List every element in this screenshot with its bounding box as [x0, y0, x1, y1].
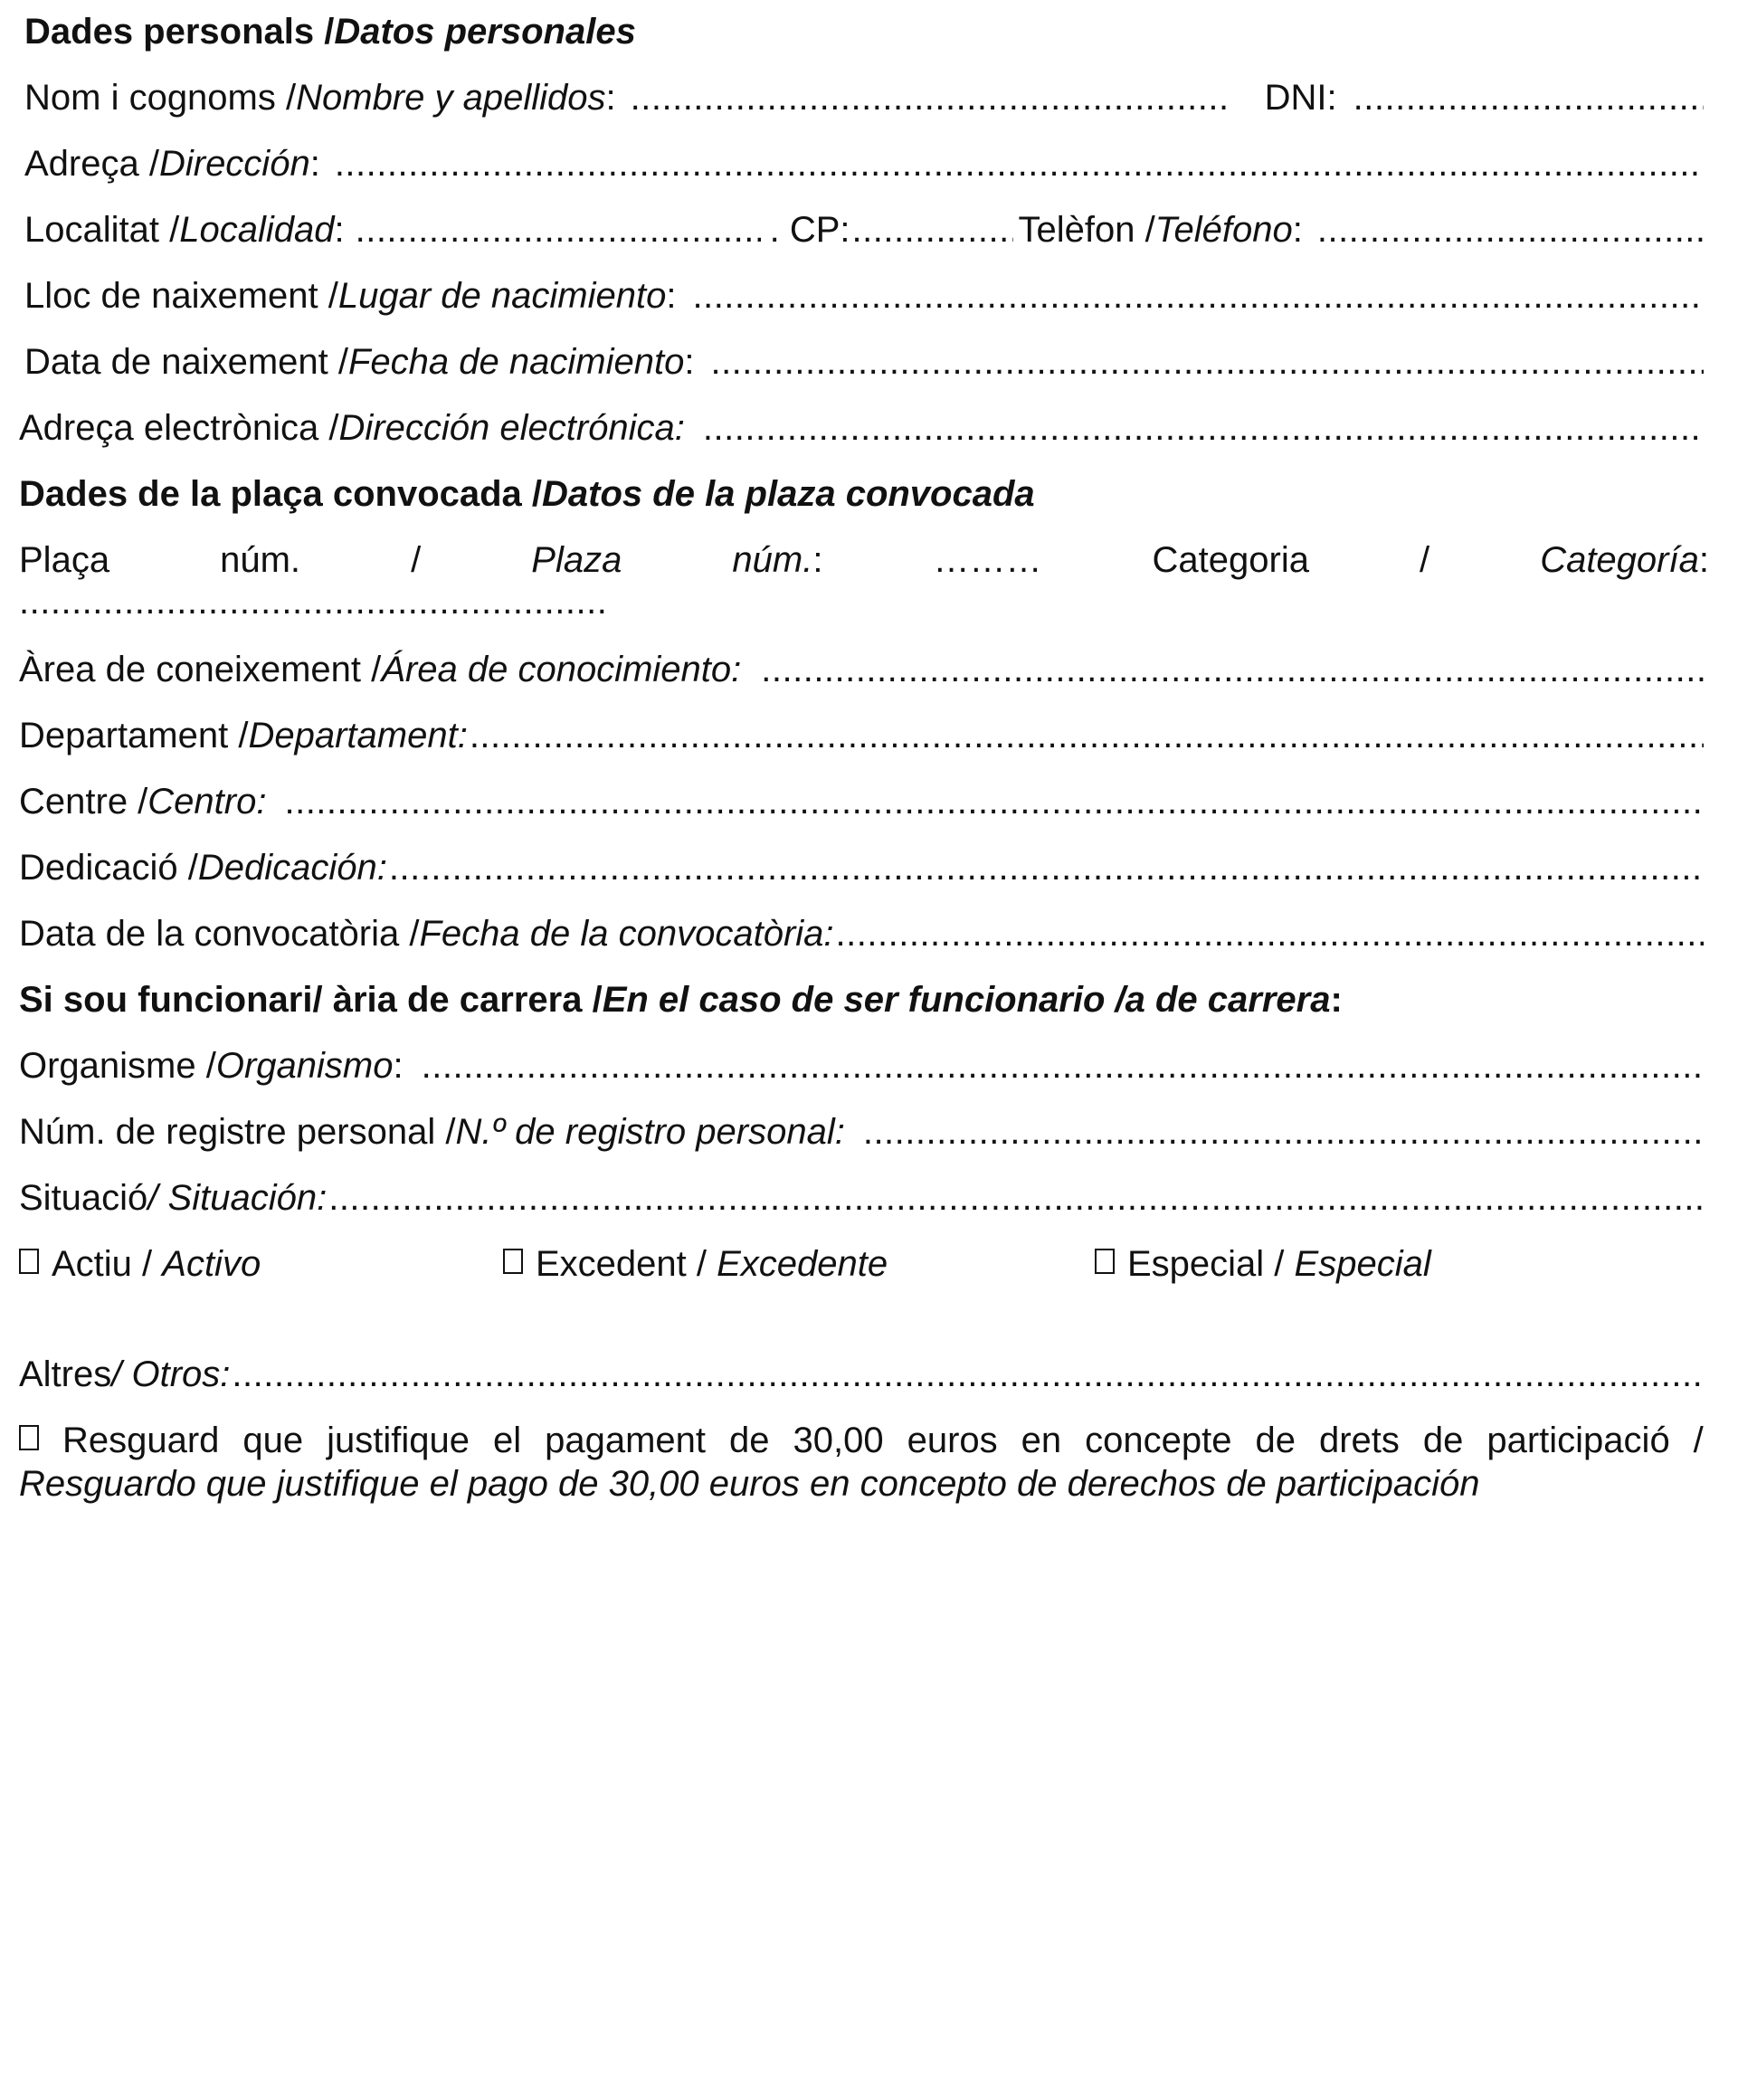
label-registry-ca: Núm. de registre personal /	[19, 1112, 456, 1152]
label-num-es: núm.	[732, 540, 813, 580]
field-call-date-row	[19, 912, 1704, 955]
receipt-line-ca	[19, 1419, 1704, 1462]
label-num-ca: núm.	[220, 540, 301, 580]
colon: :	[309, 144, 320, 184]
receipt-word: /	[1693, 1421, 1704, 1460]
label-category-es: Categoría	[1540, 540, 1699, 580]
dedication-input-line[interactable]	[389, 846, 1704, 889]
field-address-row	[24, 142, 1704, 185]
field-name-row	[24, 76, 1704, 119]
option-surplus[interactable]	[503, 1242, 888, 1286]
checkbox-active[interactable]	[19, 1249, 39, 1274]
others-input-line[interactable]	[232, 1353, 1704, 1396]
label-registry-es: N.º de registro personal:	[455, 1112, 845, 1152]
label-place-ca: Plaça	[19, 540, 110, 580]
field-dedication-row	[19, 846, 1704, 889]
centre-input-line[interactable]	[284, 780, 1704, 823]
heading-es: Datos de la plaza convocada	[542, 474, 1035, 514]
colon: :	[1292, 210, 1303, 250]
category-input-row	[19, 580, 607, 623]
heading-ca: Dades de la plaça convocada /	[19, 474, 543, 514]
label-area-es: Área de conocimiento:	[381, 650, 742, 689]
receipt-word: pagament	[545, 1421, 707, 1460]
field-others-row	[19, 1353, 1704, 1396]
label-special-ca: Especial /	[1127, 1244, 1295, 1284]
receipt-word: de	[729, 1421, 770, 1460]
receipt-word: euros	[907, 1421, 998, 1460]
label-special-es: Especial	[1294, 1244, 1431, 1284]
receipt-line-es: Resguardo que justifique el pago de 30,00 euros en concepto de derechos de participación	[19, 1464, 1480, 1504]
label-place-es: Plaza	[531, 540, 622, 580]
label-others-es: / Otros:	[111, 1354, 231, 1394]
address-input-line[interactable]	[335, 142, 1704, 185]
label-call-date-ca: Data de la convocatòria /	[19, 914, 420, 954]
field-locality-row	[24, 208, 1704, 252]
receipt-word: de	[1422, 1421, 1464, 1460]
email-input-line[interactable]	[703, 406, 1704, 450]
field-birthdate-row	[24, 340, 1704, 384]
label-phone-ca: Telèfon /	[1018, 210, 1155, 250]
label-department-es: Departament:	[248, 716, 468, 755]
heading-es: En el caso de ser funcionario /a de carrera	[602, 980, 1331, 1020]
checkbox-receipt[interactable]	[19, 1425, 39, 1450]
colon: :	[1698, 540, 1709, 580]
field-email-row	[19, 406, 1704, 450]
colon: :	[605, 78, 616, 118]
receipt-word: que	[242, 1421, 304, 1460]
checkbox-special[interactable]	[1095, 1249, 1115, 1274]
label-address-ca: Adreça /	[24, 144, 159, 184]
label-area-ca: Àrea de coneixement /	[19, 650, 382, 689]
field-area-row	[19, 648, 1704, 691]
call-date-input-line[interactable]	[836, 912, 1704, 955]
label-situation-ca: Situació	[19, 1178, 148, 1218]
label-dedication-ca: Dedicació /	[19, 848, 198, 888]
label-department-ca: Departament /	[19, 716, 249, 755]
label-others-ca: Altres	[19, 1354, 112, 1394]
receipt-word: 30,00	[793, 1421, 884, 1460]
field-organism-row	[19, 1044, 1704, 1088]
organism-input-line[interactable]	[422, 1044, 1704, 1088]
label-birthdate-ca: Data de naixement /	[24, 342, 348, 382]
colon: :	[1330, 980, 1343, 1020]
separator: /	[1420, 540, 1430, 580]
label-birthplace-es: Lugar de nacimiento	[337, 276, 667, 316]
receipt-word: Resguard	[62, 1421, 220, 1460]
label-centre-es: Centro:	[147, 782, 267, 822]
checkbox-receipt-wrap[interactable]	[19, 1419, 39, 1462]
place-number-input-line[interactable]: ………	[933, 540, 1042, 580]
heading-ca: Si sou funcionari/ ària de carrera /	[19, 980, 603, 1020]
receipt-word: en	[1021, 1421, 1062, 1460]
phone-input-line[interactable]	[1317, 208, 1704, 252]
label-organism-ca: Organisme /	[19, 1046, 216, 1086]
label-call-date-es: Fecha de la convocatòria:	[419, 914, 834, 954]
label-dedication-es: Dedicación:	[197, 848, 387, 888]
receipt-word: justifique	[327, 1421, 470, 1460]
registry-input-line[interactable]	[863, 1110, 1704, 1154]
section-heading-personal	[24, 10, 1704, 53]
receipt-paragraph	[19, 1419, 1704, 1506]
receipt-word: drets	[1318, 1421, 1400, 1460]
area-input-line[interactable]	[761, 648, 1704, 691]
label-email-ca: Adreça electrònica /	[19, 408, 339, 448]
field-birthplace-row	[24, 274, 1704, 318]
checkbox-surplus[interactable]	[503, 1249, 523, 1274]
label-centre-ca: Centre /	[19, 782, 148, 822]
heading-ca: Dades personals /	[24, 12, 335, 52]
label-phone-es: Teléfono	[1154, 210, 1293, 250]
label-active-ca: Actiu /	[52, 1244, 163, 1284]
situation-input-line[interactable]	[328, 1176, 1704, 1220]
receipt-word: concepte	[1085, 1421, 1232, 1460]
section-heading-position	[19, 472, 1704, 516]
label-active-es: Activo	[162, 1244, 261, 1284]
label-name-ca: Nom i cognoms /	[24, 78, 297, 118]
label-surplus-es: Excedente	[717, 1244, 888, 1284]
label-address-es: Dirección	[158, 144, 310, 184]
label-birthdate-es: Fecha de nacimiento	[348, 342, 685, 382]
colon: :	[393, 1046, 404, 1086]
field-registry-row	[19, 1110, 1704, 1154]
field-position-row	[19, 538, 1709, 582]
cp-input-line[interactable]	[852, 208, 1013, 252]
label-dni: DNI:	[1264, 78, 1337, 118]
label-cp: . CP:	[769, 210, 850, 250]
category-input-line[interactable]	[19, 580, 607, 623]
label-locality-ca: Localitat /	[24, 210, 180, 250]
label-category-ca: Categoria	[1152, 540, 1309, 580]
receipt-word: el	[493, 1421, 522, 1460]
dni-input-line[interactable]	[1353, 76, 1704, 119]
birthplace-input-line[interactable]	[692, 274, 1704, 318]
colon: :	[334, 210, 345, 250]
department-input-line[interactable]	[470, 714, 1704, 757]
field-situation-row	[19, 1176, 1704, 1220]
receipt-word: de	[1255, 1421, 1296, 1460]
section-heading-civil-servant	[19, 978, 1704, 1021]
colon: :	[684, 342, 695, 382]
colon: :	[812, 540, 823, 580]
field-department-row	[19, 714, 1704, 757]
receipt-word: participació	[1486, 1421, 1670, 1460]
heading-es: Datos personales	[334, 12, 636, 52]
option-active[interactable]	[19, 1242, 261, 1286]
locality-input-line[interactable]	[356, 208, 761, 252]
separator: /	[411, 540, 422, 580]
label-situation-es: / Situación:	[147, 1178, 328, 1218]
label-locality-es: Localidad	[179, 210, 335, 250]
option-special[interactable]	[1095, 1242, 1431, 1286]
label-organism-es: Organismo	[215, 1046, 394, 1086]
colon: :	[666, 276, 677, 316]
label-birthplace-ca: Lloc de naixement /	[24, 276, 338, 316]
label-email-es: Dirección electrónica:	[338, 408, 685, 448]
field-centre-row	[19, 780, 1704, 823]
birthdate-input-line[interactable]	[710, 340, 1704, 384]
name-input-line[interactable]	[631, 76, 1230, 119]
label-surplus-ca: Excedent /	[536, 1244, 717, 1284]
label-name-es: Nombre y apellidos	[296, 78, 606, 118]
